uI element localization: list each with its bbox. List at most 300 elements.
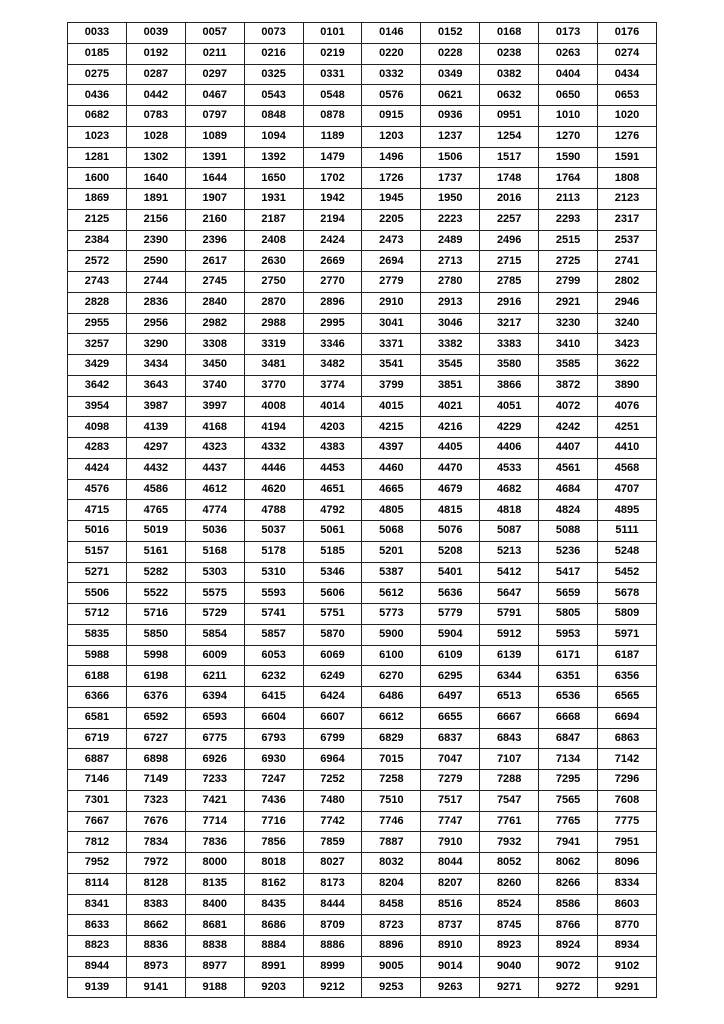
table-cell: 8838: [185, 936, 244, 957]
table-row: [68, 873, 657, 894]
table-cell: 8886: [303, 936, 362, 957]
table-cell: 0404: [539, 64, 598, 85]
table-cell: 9203: [244, 977, 303, 998]
table-cell: 3866: [480, 375, 539, 396]
table-cell: 6694: [598, 707, 657, 728]
table-row: [68, 956, 657, 977]
table-cell: 2396: [185, 230, 244, 251]
table-cell: 5904: [421, 624, 480, 645]
table-cell: 4586: [126, 479, 185, 500]
table-cell: 0039: [126, 23, 185, 44]
table-cell: 2223: [421, 209, 480, 230]
table-cell: 8924: [539, 936, 598, 957]
table-cell: 6863: [598, 728, 657, 749]
table-cell: 5061: [303, 521, 362, 542]
table-cell: 5157: [68, 541, 127, 562]
table-cell: 2408: [244, 230, 303, 251]
table-cell: 8823: [68, 936, 127, 957]
table-cell: 2694: [362, 251, 421, 272]
table-cell: 0297: [185, 64, 244, 85]
table-cell: 7834: [126, 832, 185, 853]
table-cell: 5248: [598, 541, 657, 562]
table-cell: 1302: [126, 147, 185, 168]
table-cell: 5716: [126, 604, 185, 625]
table-row: [68, 894, 657, 915]
table-cell: 7812: [68, 832, 127, 853]
table-cell: 2955: [68, 313, 127, 334]
table-cell: 2779: [362, 272, 421, 293]
table-cell: 6668: [539, 707, 598, 728]
table-cell: 3308: [185, 334, 244, 355]
table-cell: 2770: [303, 272, 362, 293]
table-cell: 5805: [539, 604, 598, 625]
table-cell: 8923: [480, 936, 539, 957]
table-cell: 0219: [303, 43, 362, 64]
table-cell: 6565: [598, 687, 657, 708]
table-cell: 2590: [126, 251, 185, 272]
table-cell: 5835: [68, 624, 127, 645]
table-cell: 1942: [303, 189, 362, 210]
table-row: [68, 521, 657, 542]
table-cell: 8062: [539, 853, 598, 874]
table-cell: 2785: [480, 272, 539, 293]
table-cell: 0263: [539, 43, 598, 64]
table-cell: 1737: [421, 168, 480, 189]
table-cell: 3872: [539, 375, 598, 396]
table-cell: 6607: [303, 707, 362, 728]
table-cell: 8096: [598, 853, 657, 874]
table-cell: 6898: [126, 749, 185, 770]
table-cell: 7714: [185, 811, 244, 832]
table-cell: 8766: [539, 915, 598, 936]
table-cell: 2988: [244, 313, 303, 334]
table-cell: 1254: [480, 126, 539, 147]
table-cell: 5900: [362, 624, 421, 645]
table-cell: 3585: [539, 355, 598, 376]
table-cell: 1600: [68, 168, 127, 189]
table-cell: 2496: [480, 230, 539, 251]
table-cell: 8052: [480, 853, 539, 874]
table-cell: 3371: [362, 334, 421, 355]
table-cell: 1506: [421, 147, 480, 168]
table-cell: 0220: [362, 43, 421, 64]
table-cell: 2630: [244, 251, 303, 272]
table-cell: 7746: [362, 811, 421, 832]
table-cell: 7676: [126, 811, 185, 832]
table-cell: 2921: [539, 292, 598, 313]
table-cell: 1392: [244, 147, 303, 168]
table-cell: 1010: [539, 106, 598, 127]
table-cell: 4651: [303, 479, 362, 500]
table-cell: 0275: [68, 64, 127, 85]
table-cell: 7517: [421, 790, 480, 811]
table-cell: 4453: [303, 458, 362, 479]
table-cell: 2725: [539, 251, 598, 272]
table-row: [68, 687, 657, 708]
table-cell: 1237: [421, 126, 480, 147]
table-row: [68, 728, 657, 749]
table-cell: 1189: [303, 126, 362, 147]
table-cell: 4139: [126, 417, 185, 438]
table-row: [68, 438, 657, 459]
table-row: [68, 85, 657, 106]
table-row: [68, 209, 657, 230]
table-cell: 0033: [68, 23, 127, 44]
table-cell: 7295: [539, 770, 598, 791]
table-cell: 2205: [362, 209, 421, 230]
table-cell: 2828: [68, 292, 127, 313]
table-row: [68, 500, 657, 521]
table-cell: 8836: [126, 936, 185, 957]
table-cell: 5185: [303, 541, 362, 562]
table-cell: 2617: [185, 251, 244, 272]
table-cell: 8516: [421, 894, 480, 915]
table-cell: 8709: [303, 915, 362, 936]
table-cell: 2194: [303, 209, 362, 230]
table-cell: 0173: [539, 23, 598, 44]
table-cell: 8884: [244, 936, 303, 957]
table-cell: 1590: [539, 147, 598, 168]
table-cell: 6592: [126, 707, 185, 728]
table-cell: 8018: [244, 853, 303, 874]
table-cell: 0915: [362, 106, 421, 127]
table-cell: 2293: [539, 209, 598, 230]
table-cell: 6612: [362, 707, 421, 728]
table-cell: 0185: [68, 43, 127, 64]
table-cell: 4446: [244, 458, 303, 479]
table-cell: 0951: [480, 106, 539, 127]
table-cell: 1028: [126, 126, 185, 147]
table-cell: 4283: [68, 438, 127, 459]
table-cell: 2750: [244, 272, 303, 293]
table-cell: 2160: [185, 209, 244, 230]
table-cell: 3643: [126, 375, 185, 396]
table-cell: 3774: [303, 375, 362, 396]
table-row: [68, 292, 657, 313]
table-cell: 8135: [185, 873, 244, 894]
table-cell: 8260: [480, 873, 539, 894]
table-cell: 4168: [185, 417, 244, 438]
table-cell: 1945: [362, 189, 421, 210]
table-cell: 4383: [303, 438, 362, 459]
table-cell: 5575: [185, 583, 244, 604]
table-cell: 3851: [421, 375, 480, 396]
table-cell: 0848: [244, 106, 303, 127]
table-cell: 7887: [362, 832, 421, 853]
table-cell: 4332: [244, 438, 303, 459]
table-cell: 6719: [68, 728, 127, 749]
table-cell: 1270: [539, 126, 598, 147]
table-cell: 8044: [421, 853, 480, 874]
table-cell: 9291: [598, 977, 657, 998]
table-row: [68, 624, 657, 645]
table-cell: 0442: [126, 85, 185, 106]
table-cell: 5773: [362, 604, 421, 625]
table-cell: 4015: [362, 396, 421, 417]
table-cell: 2515: [539, 230, 598, 251]
table-cell: 1650: [244, 168, 303, 189]
table-cell: 4323: [185, 438, 244, 459]
table-cell: 6727: [126, 728, 185, 749]
table-cell: 7252: [303, 770, 362, 791]
table-cell: 1808: [598, 168, 657, 189]
table-cell: 9141: [126, 977, 185, 998]
table-cell: 8723: [362, 915, 421, 936]
table-cell: 7233: [185, 770, 244, 791]
table-cell: 2713: [421, 251, 480, 272]
table-cell: 0650: [539, 85, 598, 106]
table-cell: 1023: [68, 126, 127, 147]
table-cell: 9271: [480, 977, 539, 998]
table-cell: 8973: [126, 956, 185, 977]
table-cell: 0936: [421, 106, 480, 127]
table-cell: 3580: [480, 355, 539, 376]
table-cell: 3541: [362, 355, 421, 376]
table-cell: 6799: [303, 728, 362, 749]
table-cell: 3410: [539, 334, 598, 355]
table-cell: 3987: [126, 396, 185, 417]
table-cell: 7765: [539, 811, 598, 832]
table-cell: 5988: [68, 645, 127, 666]
table-row: [68, 479, 657, 500]
table-cell: 6295: [421, 666, 480, 687]
table-cell: 4051: [480, 396, 539, 417]
table-cell: 4397: [362, 438, 421, 459]
table-cell: 3046: [421, 313, 480, 334]
table-cell: 6604: [244, 707, 303, 728]
table-cell: 5178: [244, 541, 303, 562]
table-cell: 5791: [480, 604, 539, 625]
table-row: [68, 355, 657, 376]
table-cell: 2956: [126, 313, 185, 334]
table-cell: 2123: [598, 189, 657, 210]
table-cell: 3799: [362, 375, 421, 396]
table-cell: 6366: [68, 687, 127, 708]
table-cell: 7142: [598, 749, 657, 770]
table-cell: 1869: [68, 189, 127, 210]
table-cell: 8435: [244, 894, 303, 915]
table-cell: 5953: [539, 624, 598, 645]
table-row: [68, 147, 657, 168]
table-row: [68, 396, 657, 417]
table-cell: 7247: [244, 770, 303, 791]
table-cell: 6581: [68, 707, 127, 728]
table-cell: 0434: [598, 64, 657, 85]
table-cell: 6232: [244, 666, 303, 687]
table-cell: 7859: [303, 832, 362, 853]
table-cell: 9188: [185, 977, 244, 998]
table-cell: 0783: [126, 106, 185, 127]
table-cell: 2390: [126, 230, 185, 251]
table-cell: 8737: [421, 915, 480, 936]
table-cell: 7296: [598, 770, 657, 791]
table-cell: 2870: [244, 292, 303, 313]
table-cell: 0325: [244, 64, 303, 85]
table-cell: 3041: [362, 313, 421, 334]
table-cell: 4432: [126, 458, 185, 479]
table-cell: 5647: [480, 583, 539, 604]
table-cell: 7107: [480, 749, 539, 770]
table-cell: 4076: [598, 396, 657, 417]
table-cell: 8027: [303, 853, 362, 874]
table-cell: 0146: [362, 23, 421, 44]
table-cell: 9102: [598, 956, 657, 977]
table-cell: 8173: [303, 873, 362, 894]
table-cell: 4765: [126, 500, 185, 521]
table-cell: 8400: [185, 894, 244, 915]
table-cell: 1950: [421, 189, 480, 210]
table-row: [68, 272, 657, 293]
table-cell: 3217: [480, 313, 539, 334]
table-row: [68, 604, 657, 625]
table-cell: 5857: [244, 624, 303, 645]
table-cell: 3319: [244, 334, 303, 355]
table-cell: 2780: [421, 272, 480, 293]
table-cell: 8686: [244, 915, 303, 936]
table-cell: 8114: [68, 873, 127, 894]
table-cell: 5282: [126, 562, 185, 583]
table-cell: 4405: [421, 438, 480, 459]
table-cell: 1764: [539, 168, 598, 189]
table-cell: 0274: [598, 43, 657, 64]
table-cell: 5606: [303, 583, 362, 604]
table-cell: 9014: [421, 956, 480, 977]
table-row: [68, 977, 657, 998]
table-cell: 1591: [598, 147, 657, 168]
table-cell: 7421: [185, 790, 244, 811]
table-cell: 2156: [126, 209, 185, 230]
table-cell: 1089: [185, 126, 244, 147]
table-cell: 1931: [244, 189, 303, 210]
table-cell: 4561: [539, 458, 598, 479]
table-cell: 5076: [421, 521, 480, 542]
table-cell: 4805: [362, 500, 421, 521]
table-cell: 2799: [539, 272, 598, 293]
table-cell: 0576: [362, 85, 421, 106]
table-cell: 7480: [303, 790, 362, 811]
table-cell: 6109: [421, 645, 480, 666]
table-cell: 6536: [539, 687, 598, 708]
table-row: [68, 853, 657, 874]
table-cell: 4470: [421, 458, 480, 479]
table-cell: 0331: [303, 64, 362, 85]
table-cell: 6100: [362, 645, 421, 666]
table-cell: 3770: [244, 375, 303, 396]
table-cell: 5208: [421, 541, 480, 562]
table-cell: 6249: [303, 666, 362, 687]
table-cell: 3740: [185, 375, 244, 396]
table-cell: 4215: [362, 417, 421, 438]
table-cell: 2836: [126, 292, 185, 313]
table-cell: 0216: [244, 43, 303, 64]
table-cell: 8603: [598, 894, 657, 915]
table-cell: 6667: [480, 707, 539, 728]
table-cell: 4407: [539, 438, 598, 459]
table-cell: 3429: [68, 355, 127, 376]
table-row: [68, 43, 657, 64]
table-cell: 6351: [539, 666, 598, 687]
table-cell: 6188: [68, 666, 127, 687]
table-cell: 1479: [303, 147, 362, 168]
table-cell: 0332: [362, 64, 421, 85]
table-cell: 6793: [244, 728, 303, 749]
table-cell: 2896: [303, 292, 362, 313]
table-cell: 5387: [362, 562, 421, 583]
table-cell: 1907: [185, 189, 244, 210]
table-cell: 2910: [362, 292, 421, 313]
table-cell: 5201: [362, 541, 421, 562]
table-cell: 6415: [244, 687, 303, 708]
table-cell: 5168: [185, 541, 244, 562]
table-row: [68, 334, 657, 355]
table-row: [68, 915, 657, 936]
table-cell: 2125: [68, 209, 127, 230]
table-cell: 6187: [598, 645, 657, 666]
table-cell: 9253: [362, 977, 421, 998]
table-cell: 7941: [539, 832, 598, 853]
table-cell: 0548: [303, 85, 362, 106]
table-cell: 3257: [68, 334, 127, 355]
table-cell: 5401: [421, 562, 480, 583]
table-cell: 5998: [126, 645, 185, 666]
table-cell: 3383: [480, 334, 539, 355]
table-cell: 8444: [303, 894, 362, 915]
table-cell: 6198: [126, 666, 185, 687]
table-cell: 4021: [421, 396, 480, 417]
table-cell: 7932: [480, 832, 539, 853]
table-cell: 8128: [126, 873, 185, 894]
table-cell: 2113: [539, 189, 598, 210]
table-cell: 1020: [598, 106, 657, 127]
table-cell: 2257: [480, 209, 539, 230]
table-cell: 0682: [68, 106, 127, 127]
table-row: [68, 770, 657, 791]
table-cell: 4715: [68, 500, 127, 521]
table-cell: 8934: [598, 936, 657, 957]
table-cell: 7146: [68, 770, 127, 791]
table-cell: 1517: [480, 147, 539, 168]
table-cell: 7547: [480, 790, 539, 811]
table-cell: 5809: [598, 604, 657, 625]
table-row: [68, 790, 657, 811]
table-cell: 6211: [185, 666, 244, 687]
table-cell: 2317: [598, 209, 657, 230]
table-cell: 2745: [185, 272, 244, 293]
table-row: [68, 541, 657, 562]
table-cell: 5870: [303, 624, 362, 645]
table-cell: 4194: [244, 417, 303, 438]
table-cell: 3434: [126, 355, 185, 376]
table-cell: 9263: [421, 977, 480, 998]
table-cell: 6655: [421, 707, 480, 728]
table-cell: 8458: [362, 894, 421, 915]
table-cell: 0467: [185, 85, 244, 106]
table-cell: 4707: [598, 479, 657, 500]
table-cell: 4203: [303, 417, 362, 438]
table-cell: 8999: [303, 956, 362, 977]
table-cell: 0797: [185, 106, 244, 127]
table-cell: 1748: [480, 168, 539, 189]
table-cell: 4410: [598, 438, 657, 459]
table-cell: 4297: [126, 438, 185, 459]
table-row: [68, 936, 657, 957]
table-cell: 1391: [185, 147, 244, 168]
table-cell: 3450: [185, 355, 244, 376]
table-row: [68, 375, 657, 396]
table-cell: 0349: [421, 64, 480, 85]
table-cell: 5659: [539, 583, 598, 604]
table-cell: 4679: [421, 479, 480, 500]
